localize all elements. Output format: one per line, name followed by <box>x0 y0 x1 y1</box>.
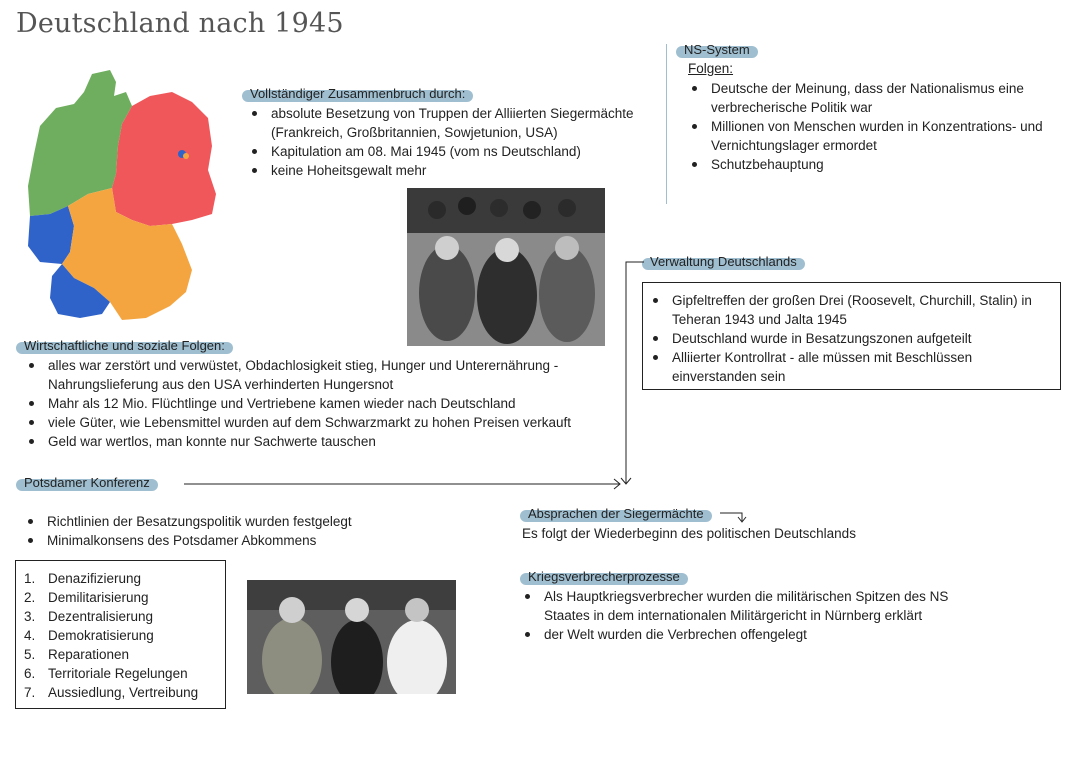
list-item: Schutzbehauptung <box>687 155 1072 174</box>
heading-potsdam: Potsdamer Konferenz <box>16 479 158 491</box>
list-item: Millionen von Menschen wurden in Konzentrations- und Vernichtungslager ermordet <box>687 117 1072 155</box>
heading-verwaltung: Verwaltung Deutschlands <box>642 258 805 270</box>
list-item: Minimalkonsens des Potsdamer Abkommens <box>23 531 423 550</box>
list-potsdam-numbered <box>24 569 225 702</box>
list-kriegsverbrecher <box>520 587 980 644</box>
list-item: Deutschland wurde in Besatzungszonen aufgeteilt <box>648 329 1048 348</box>
list-item: Alliierter Kontrollrat - alle müssen mit Beschlüssen einverstanden sein <box>648 348 1048 386</box>
list-item: viele Güter, wie Lebensmittel wurden auf dem Schwarzmarkt zu hohen Preisen verkauft <box>24 413 604 432</box>
list-item: Geld war wertlos, man konnte nur Sachwerte tauschen <box>24 432 604 451</box>
list-item: der Welt wurden die Verbrechen offengelegt <box>520 625 980 644</box>
ns-system-sub: Folgen: <box>688 61 734 76</box>
list-item: Gipfeltreffen der großen Drei (Roosevelt, Churchill, Stalin) in Teheran 1943 und Jalta 1945 <box>648 291 1048 329</box>
list-item: absolute Besetzung von Truppen der Alliierten Siegermächte (Frankreich, Großbritannien, Sowjetunion, USA) <box>247 104 657 142</box>
heading-absprachen: Absprachen der Siegermächte <box>520 510 712 522</box>
heading-zusammenbruch: Vollständiger Zusammenbruch durch: <box>242 90 473 102</box>
box-potsdam-minimalkonsens <box>15 560 226 709</box>
page-title: Deutschland nach 1945 <box>16 8 344 39</box>
list-item: Als Hauptkriegsverbrecher wurden die militärischen Spitzen des NS Staates in dem internationalen Militärgericht in Nürnberg erklärt <box>520 587 980 625</box>
list-item: alles war zerstört und verwüstet, Obdachlosigkeit stieg, Hunger und Unterernährung - Nahrungslieferung aus den USA verhinderten Hungersnot <box>24 356 604 394</box>
list-item: 1. Denazifizierung <box>24 571 142 586</box>
list-potsdam <box>23 512 423 550</box>
list-item: 2. Demilitarisierung <box>24 590 149 605</box>
list-item: Kapitulation am 08. Mai 1945 (vom ns Deutschland) <box>247 142 657 161</box>
list-item: keine Hoheitsgewalt mehr <box>247 161 657 180</box>
absprachen-text: Es folgt der Wiederbeginn des politischen Deutschlands <box>522 526 856 541</box>
list-item: 7. Aussiedlung, Vertreibung <box>24 685 199 700</box>
list-item: 5. Reparationen <box>24 647 130 662</box>
photo-potsdam-handshake <box>247 580 456 694</box>
heading-kriegsverbrecher: Kriegsverbrecherprozesse <box>520 573 688 585</box>
list-item: 4. Demokratisierung <box>24 628 154 643</box>
heading-ns-system: NS-System <box>676 46 758 58</box>
list-wirtschaft <box>24 356 604 451</box>
list-item: Richtlinien der Besatzungspolitik wurden festgelegt <box>23 512 423 531</box>
list-item: Mahr als 12 Mio. Flüchtlinge und Vertriebene kamen wieder nach Deutschland <box>24 394 604 413</box>
heading-wirtschaft: Wirtschaftliche und soziale Folgen: <box>16 342 233 354</box>
list-item: 6. Territoriale Regelungen <box>24 666 188 681</box>
list-item: 3. Dezentralisierung <box>24 609 154 624</box>
list-item: Deutsche der Meinung, dass der Nationalismus eine verbrecherische Politik war <box>687 79 1072 117</box>
